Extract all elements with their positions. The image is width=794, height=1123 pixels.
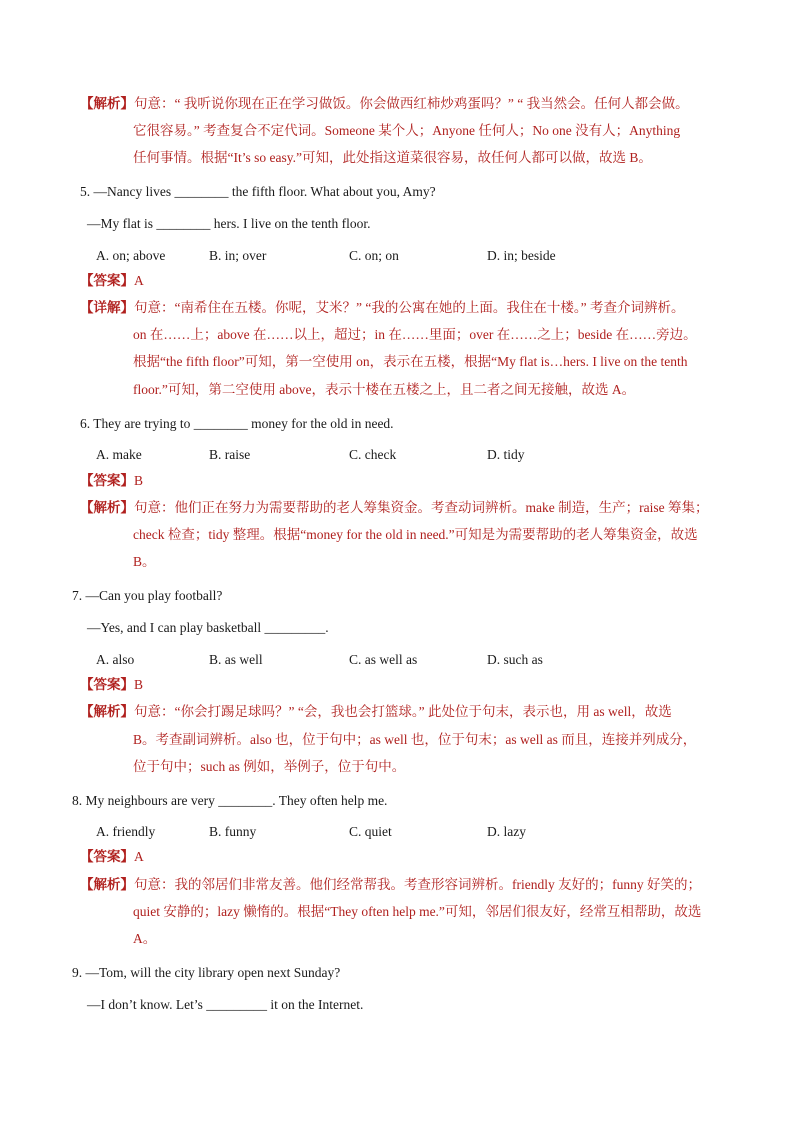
q5-answer: 【答案】A <box>80 273 144 288</box>
q5-option-c: C. on; on <box>349 248 399 263</box>
q6-option-c: C. check <box>349 447 397 462</box>
q4-analysis-line-3: 任何事情。根据“It’s so easy.”可知，此处指这道菜很容易，故任何人都可以做，故选 B。 <box>133 150 652 165</box>
q8-option-c: C. quiet <box>349 824 392 839</box>
q8-analysis-tag: 【解析】 <box>80 877 134 892</box>
q6-analysis-line-3: B。 <box>133 554 156 569</box>
q6-option-a: A. make <box>96 447 142 462</box>
q4-analysis-line-2: 它很容易。” 考查复合不定代词。Someone 某个人；Anyone 任何人；No one 没有人；Anything <box>133 123 681 138</box>
q5-analysis-line-1: 【详解】句意：“南希住在五楼。你呢，艾米？” “我的公寓在她的上面。我住在十楼。” 考查介词辨析。 <box>80 300 685 315</box>
q5-analysis-tag: 【详解】 <box>80 300 134 315</box>
q7-analysis-line-3: 位于句中；such as 例如，举例子，位于句中。 <box>133 759 406 774</box>
q9-stem-line-2: —I don’t know. Let’s _________ it on the Internet. <box>87 997 364 1012</box>
q8-analysis-line-2: quiet 安静的；lazy 懒惰的。根据“They often help me.”可知，邻居们很友好，经常互相帮助，故选 <box>133 904 702 919</box>
q5-option-a: A. on; above <box>96 248 166 263</box>
q6-option-b: B. raise <box>209 447 251 462</box>
q7-answer: 【答案】B <box>80 677 144 692</box>
q5-stem-line-1: 5. —Nancy lives ________ the fifth floor. What about you, Amy? <box>80 184 436 199</box>
q6-stem-line-1: 6. They are trying to ________ money for the old in need. <box>80 416 394 431</box>
q5-analysis-line-3: 根据“the fifth floor”可知，第一空使用 on，表示在五楼，根据“My flat is…hers. I live on the tenth <box>133 354 688 369</box>
q8-option-d: D. lazy <box>487 824 526 839</box>
q7-analysis-line-2: B。考查副词辨析。also 也，位于句中；as well 也，位于句末；as well as 而且，连接并列成分， <box>133 732 697 747</box>
q7-stem-line-2: —Yes, and I can play basketball _________. <box>87 620 329 635</box>
q8-stem-line-1: 8. My neighbours are very ________. They often help me. <box>72 793 388 808</box>
q5-stem-line-2: —My flat is ________ hers. I live on the tenth floor. <box>87 216 371 231</box>
q7-option-a: A. also <box>96 652 135 667</box>
q6-analysis-line-2: check 检查；tidy 整理。根据“money for the old in need.”可知是为需要帮助的老人筹集资金，故选 <box>133 527 698 542</box>
q6-analysis-line-1: 【解析】句意：他们正在努力为需要帮助的老人筹集资金。考查动词辨析。make 制造，生产；raise 筹集； <box>80 500 709 515</box>
q8-answer: 【答案】A <box>80 849 144 864</box>
q9-stem-line-1: 9. —Tom, will the city library open next Sunday? <box>72 965 341 980</box>
q6-answer: 【答案】B <box>80 473 144 488</box>
q7-option-c: C. as well as <box>349 652 418 667</box>
q4-analysis-tag: 【解析】 <box>80 96 134 111</box>
q8-option-a: A. friendly <box>96 824 156 839</box>
q7-option-b: B. as well <box>209 652 263 667</box>
q6-option-d: D. tidy <box>487 447 525 462</box>
q5-analysis-line-4: floor.”可知，第二空使用 above，表示十楼在五楼之上，且二者之间无接触，故选 A。 <box>133 382 636 397</box>
q5-analysis-line-2: on 在……上；above 在……以上，超过；in 在……里面；over 在……之上；beside 在……旁边。 <box>133 327 697 342</box>
q8-analysis-line-1: 【解析】句意：我的邻居们非常友善。他们经常帮我。考查形容词辨析。friendly 友好的；funny 好笑的； <box>80 877 701 892</box>
q7-analysis-tag: 【解析】 <box>80 704 134 719</box>
q4-analysis-line-1: 【解析】句意：“ 我听说你现在正在学习做饭。你会做西红柿炒鸡蛋吗？” “ 我当然会。任何人都会做。 <box>80 96 689 111</box>
q5-option-b: B. in; over <box>209 248 267 263</box>
q8-option-b: B. funny <box>209 824 257 839</box>
q6-analysis-tag: 【解析】 <box>80 500 134 515</box>
q7-analysis-line-1: 【解析】句意：“你会打踢足球吗？” “会，我也会打篮球。” 此处位于句末，表示也，用 as well，故选 <box>80 704 672 719</box>
q5-option-d: D. in; beside <box>487 248 556 263</box>
q7-option-d: D. such as <box>487 652 543 667</box>
q7-stem-line-1: 7. —Can you play football? <box>72 588 223 603</box>
q8-analysis-line-3: A。 <box>133 931 157 946</box>
